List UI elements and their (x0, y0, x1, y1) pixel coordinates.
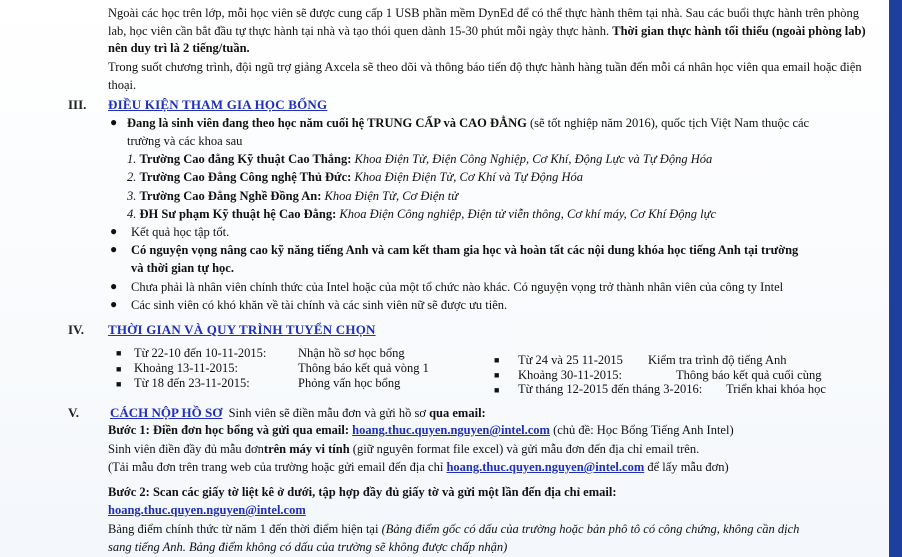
schedule-event: Thông báo kết quả vòng 1 (298, 361, 429, 375)
step2-line: Bảng điểm chính thức từ năm 1 đến thời điểm hiện tại (Bảng điểm gốc có dấu của trường hoặc bản phô tô có công chứng, không cần dịch (108, 522, 800, 536)
eligibility-item: Kết quả học tập tốt. (131, 225, 230, 239)
eligibility-item: Chưa phải là nhân viên chính thức của Intel hoặc của một tổ chức nào khác. Có nguyện vọng trở thành nhân viên của công ty Intel (131, 280, 784, 294)
schedule-date: Từ 18 đến 23-11-2015: (134, 376, 250, 390)
bullet-icon: ● (110, 224, 118, 238)
eligibility-item: Đang là sinh viên đang theo học năm cuối hệ TRUNG CẤP và CAO ĐẲNG (sẽ tốt nghiệp năm 2016), quốc tịch Việt Nam thuộc các (127, 116, 810, 130)
square-bullet-icon: ■ (116, 364, 122, 374)
email-link[interactable]: hoang.thuc.quyen.nguyen@intel.com (446, 460, 645, 474)
email-link[interactable]: hoang.thuc.quyen.nguyen@intel.com (108, 503, 306, 517)
school-item: 2. Trường Cao Đẳng Công nghệ Thủ Đức: Khoa Điện Điện Tử, Cơ Khí và Tự Động Hóa (127, 170, 584, 184)
intro-line: Trong suốt chương trình, đội ngũ trợ giảng Axcela sẽ theo dõi và thông báo tiến độ thực hành hàng tuần đến mỗi cá nhân học viên qua email hoặc điện (108, 60, 862, 74)
schedule-event: Kiểm tra trình độ tiếng Anh (648, 353, 787, 367)
eligibility-item-cont: trường và các khoa sau (127, 134, 243, 148)
eligibility-item: Các sinh viên có khó khăn về tài chính và các sinh viên nữ sẽ được ưu tiên. (131, 298, 508, 312)
step2-line (108, 502, 306, 518)
schedule-event: Nhận hồ sơ học bổng (298, 346, 405, 360)
square-bullet-icon: ■ (116, 379, 122, 389)
section-number: IV. (68, 322, 85, 337)
intro-line: lab, học viên cần bắt đầu tự thực hành tại nhà và tạo thói quen dành 15-30 phút mỗi ngày thực hành. Thời gian thực hành tối thiểu (ngoài phòng lab) (108, 24, 866, 38)
schedule-event: Triển khai khóa học (726, 382, 826, 396)
window-edge (889, 0, 902, 557)
eligibility-item: Có nguyện vọng nâng cao kỹ năng tiếng Anh và cam kết tham gia học và hoàn tất các nội dung khóa học tiếng Anh tại trường (131, 243, 799, 257)
step2-line: sang tiếng Anh. Bảng điểm không có dấu của trường sẽ không được chấp nhận) (108, 540, 508, 554)
step2-line: Bước 2: Scan các giấy tờ liệt kê ở dưới, tập hợp đầy đủ giấy tờ và gửi một lần đến địa chỉ email: (108, 485, 617, 499)
intro-line: Ngoài các học trên lớp, mỗi học viên sẽ được cung cấp 1 USB phần mềm DynEd để có thể thực hành thêm tại nhà. Sau các buổi thực hành trên phòng (108, 6, 860, 20)
school-item: 3. Trường Cao Đẳng Nghề Đồng An: Khoa Điện Tử, Cơ Điện tử (127, 189, 459, 203)
bullet-icon: ● (110, 242, 118, 256)
bullet-icon: ● (110, 115, 118, 129)
schedule-date: Khoảng 30-11-2015: (518, 368, 623, 382)
email-link[interactable]: hoang.thuc.quyen.nguyen@intel.com (352, 423, 550, 437)
schedule-date: Từ 24 và 25 11-2015 (518, 353, 623, 367)
square-bullet-icon: ■ (494, 355, 500, 365)
square-bullet-icon: ■ (494, 385, 500, 395)
schedule-date: Từ 22-10 đến 10-11-2015: (134, 346, 267, 360)
square-bullet-icon: ■ (494, 370, 500, 380)
school-item: 4. ĐH Sư phạm Kỹ thuật hệ Cao Đẳng: Khoa Điện Công nghiệp, Điện tử viễn thông, Cơ khí máy, Cơ Khí Động lực (127, 207, 716, 221)
schedule-date: Từ tháng 12-2015 đến tháng 3-2016: (518, 382, 703, 396)
intro-line: thoại. (108, 78, 137, 92)
step1-line: Bước 1: Điền đơn học bổng và gửi qua email: hoang.thuc.quyen.nguyen@intel.com (chủ đề: Học Bổng Tiếng Anh Intel) (108, 423, 734, 437)
schedule-date: Khoảng 13-11-2015: (134, 361, 239, 375)
section-title: THỜI GIAN VÀ QUY TRÌNH TUYỂN CHỌN (108, 322, 376, 337)
school-item: 1. Trường Cao đẳng Kỹ thuật Cao Thắng: Khoa Điện Tử, Điện Công Nghiệp, Cơ Khí, Động Lực và Tự Động Hóa (127, 152, 713, 166)
bullet-icon: ● (110, 279, 118, 293)
section-number: V. (68, 405, 79, 420)
section-title-row: CÁCH NỘP HỒ SƠ Sinh viên sẽ điền mẫu đơn và gửi hồ sơ qua email: (110, 405, 486, 420)
bullet-icon: ● (110, 297, 118, 311)
section-number: III. (68, 97, 87, 112)
step1-line: Sinh viên điền đầy đủ mẫu đơntrên máy vi tính (giữ nguyên format file excel) và gửi mẫu đơn đến địa chỉ email trên. (108, 442, 700, 456)
intro-line: nên duy trì là 2 tiếng/tuần. (108, 41, 250, 55)
eligibility-item-cont: và thời gian tự học. (131, 261, 234, 275)
step1-line: (Tải mẫu đơn trên trang web của trường hoặc gửi email đến địa chỉ hoang.thuc.quyen.nguyen@intel.com để lấy mẫu đơn) (108, 460, 729, 474)
section-title: ĐIỀU KIỆN THAM GIA HỌC BỔNG (108, 97, 328, 112)
schedule-event: Thông báo kết quả cuối cùng (676, 368, 822, 382)
schedule-event: Phỏng vấn học bổng (298, 376, 401, 390)
square-bullet-icon: ■ (116, 348, 122, 358)
